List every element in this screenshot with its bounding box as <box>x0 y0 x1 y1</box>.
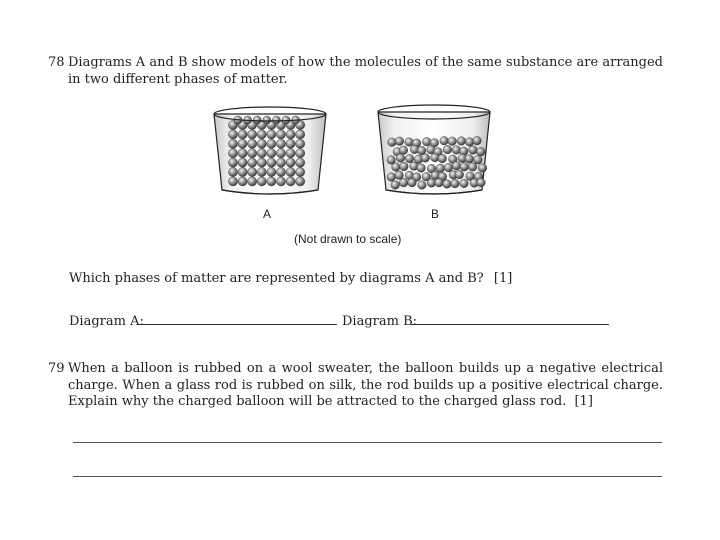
answer-blank-a[interactable] <box>139 324 337 325</box>
solid-molecule <box>296 139 305 148</box>
liquid-molecule <box>460 179 469 188</box>
liquid-molecule <box>395 171 404 180</box>
question-78-prompt <box>69 271 512 286</box>
solid-molecule <box>228 139 237 148</box>
solid-molecule <box>248 177 257 186</box>
liquid-molecule <box>443 180 452 189</box>
solid-molecule <box>267 149 276 158</box>
question-79-body: When a balloon is rubbed on a wool sweater, the balloon builds up a negative electrical charge. When a glass rod is rubbed on silk, the rod builds up a positive electrical charge. Explain why the charged balloon will be attracted to the charged glass rod. <box>68 361 663 409</box>
solid-molecule <box>276 167 285 176</box>
liquid-molecule <box>438 154 447 163</box>
liquid-molecule <box>427 179 436 188</box>
liquid-molecule <box>448 137 457 146</box>
liquid-molecule <box>395 137 404 146</box>
liquid-molecule <box>457 137 466 146</box>
liquid-molecule <box>465 138 474 147</box>
liquid-molecule <box>477 178 486 187</box>
liquid-molecule <box>399 146 408 155</box>
solid-molecule <box>286 139 295 148</box>
answer-line-2[interactable] <box>73 476 662 477</box>
solid-molecule <box>257 139 266 148</box>
solid-molecule <box>282 116 290 124</box>
solid-molecule <box>276 149 285 158</box>
solid-molecule <box>263 116 271 124</box>
solid-molecule <box>248 149 257 158</box>
diagram-b-label: B <box>431 207 440 221</box>
liquid-molecule <box>452 161 461 170</box>
question-text: Diagrams A and B show models of how the molecules of the same substance are arranged in two different phases of matter. <box>68 55 663 87</box>
credit-badge: [1] <box>493 271 513 286</box>
diagram-a-label: A <box>263 207 272 221</box>
solid-molecule <box>238 130 247 139</box>
liquid-molecule <box>436 164 445 173</box>
solid-molecule <box>257 158 266 167</box>
liquid-molecule <box>391 181 400 190</box>
answer-blank-b[interactable] <box>411 324 609 325</box>
solid-molecule <box>238 149 247 158</box>
question-text <box>68 361 663 411</box>
solid-molecule <box>248 167 257 176</box>
beaker-a <box>214 107 326 194</box>
solid-molecule <box>276 177 285 186</box>
liquid-molecule <box>421 154 430 163</box>
solid-molecule <box>267 158 276 167</box>
liquid-molecule <box>399 178 408 187</box>
liquid-molecule <box>435 178 444 187</box>
solid-molecule <box>257 149 266 158</box>
liquid-molecule <box>408 178 417 187</box>
liquid-molecule <box>400 162 409 171</box>
solid-molecule <box>228 177 237 186</box>
liquid-molecule <box>396 154 405 163</box>
liquid-molecule <box>422 137 431 146</box>
solid-molecule <box>257 130 266 139</box>
liquid-molecule <box>452 146 461 155</box>
liquid-molecule <box>469 146 478 155</box>
solid-molecule <box>267 130 276 139</box>
solid-molecule <box>286 158 295 167</box>
solid-molecule <box>267 177 276 186</box>
liquid-molecule <box>418 181 427 190</box>
solid-molecule <box>296 167 305 176</box>
answer-label-b: Diagram B: <box>342 314 418 329</box>
solid-molecule <box>257 177 266 186</box>
solid-molecule <box>276 139 285 148</box>
solid-molecule <box>276 130 285 139</box>
solid-molecule <box>296 158 305 167</box>
liquid-molecule <box>443 145 452 154</box>
liquid-molecule <box>468 163 477 172</box>
answer-line-1[interactable] <box>73 442 662 443</box>
liquid-molecule <box>460 162 469 171</box>
solid-molecule <box>248 130 257 139</box>
credit-badge: [1] <box>574 394 593 409</box>
liquid-molecule <box>451 179 460 188</box>
solid-molecule <box>267 167 276 176</box>
liquid-molecule <box>478 164 487 173</box>
beaker-b <box>378 105 490 194</box>
solid-molecule <box>228 130 237 139</box>
solid-molecule <box>267 139 276 148</box>
liquid-molecule <box>417 164 426 173</box>
liquid-molecule <box>474 156 483 165</box>
solid-molecule <box>257 167 266 176</box>
beakers-illustration <box>200 98 520 208</box>
solid-molecule <box>296 149 305 158</box>
solid-molecule <box>238 139 247 148</box>
solid-molecule <box>248 158 257 167</box>
liquid-molecule <box>405 154 414 163</box>
phase-diagram-figure <box>200 98 520 248</box>
solid-molecule <box>286 167 295 176</box>
answer-label-a: Diagram A: <box>69 314 144 329</box>
solid-molecule <box>286 177 295 186</box>
liquid-molecule <box>392 163 401 172</box>
solid-molecule <box>272 116 280 124</box>
scale-note: (Not drawn to scale) <box>294 232 402 246</box>
question-number: 79 <box>48 361 65 376</box>
liquid-molecule <box>387 173 396 182</box>
liquid-molecule <box>444 163 453 172</box>
solid-molecule <box>296 130 305 139</box>
liquid-molecule <box>476 147 485 156</box>
solid-molecule <box>238 167 247 176</box>
solid-molecule <box>228 167 237 176</box>
solid-molecule <box>286 130 295 139</box>
solid-molecule <box>228 149 237 158</box>
question-number: 78 <box>48 55 65 70</box>
liquid-molecule <box>388 138 397 147</box>
solid-molecule <box>238 158 247 167</box>
solid-molecule <box>296 177 305 186</box>
liquid-molecule <box>455 170 464 179</box>
solid-molecule <box>253 116 261 124</box>
solid-molecule <box>248 139 257 148</box>
solid-molecule <box>286 149 295 158</box>
liquid-molecule <box>405 138 414 147</box>
liquid-molecule <box>473 136 482 145</box>
solid-molecule <box>228 158 237 167</box>
prompt-text: Which phases of matter are represented by diagrams A and B? <box>69 271 484 286</box>
liquid-molecule <box>440 136 449 145</box>
solid-molecule <box>276 158 285 167</box>
liquid-molecule <box>465 154 474 163</box>
solid-molecule <box>238 177 247 186</box>
